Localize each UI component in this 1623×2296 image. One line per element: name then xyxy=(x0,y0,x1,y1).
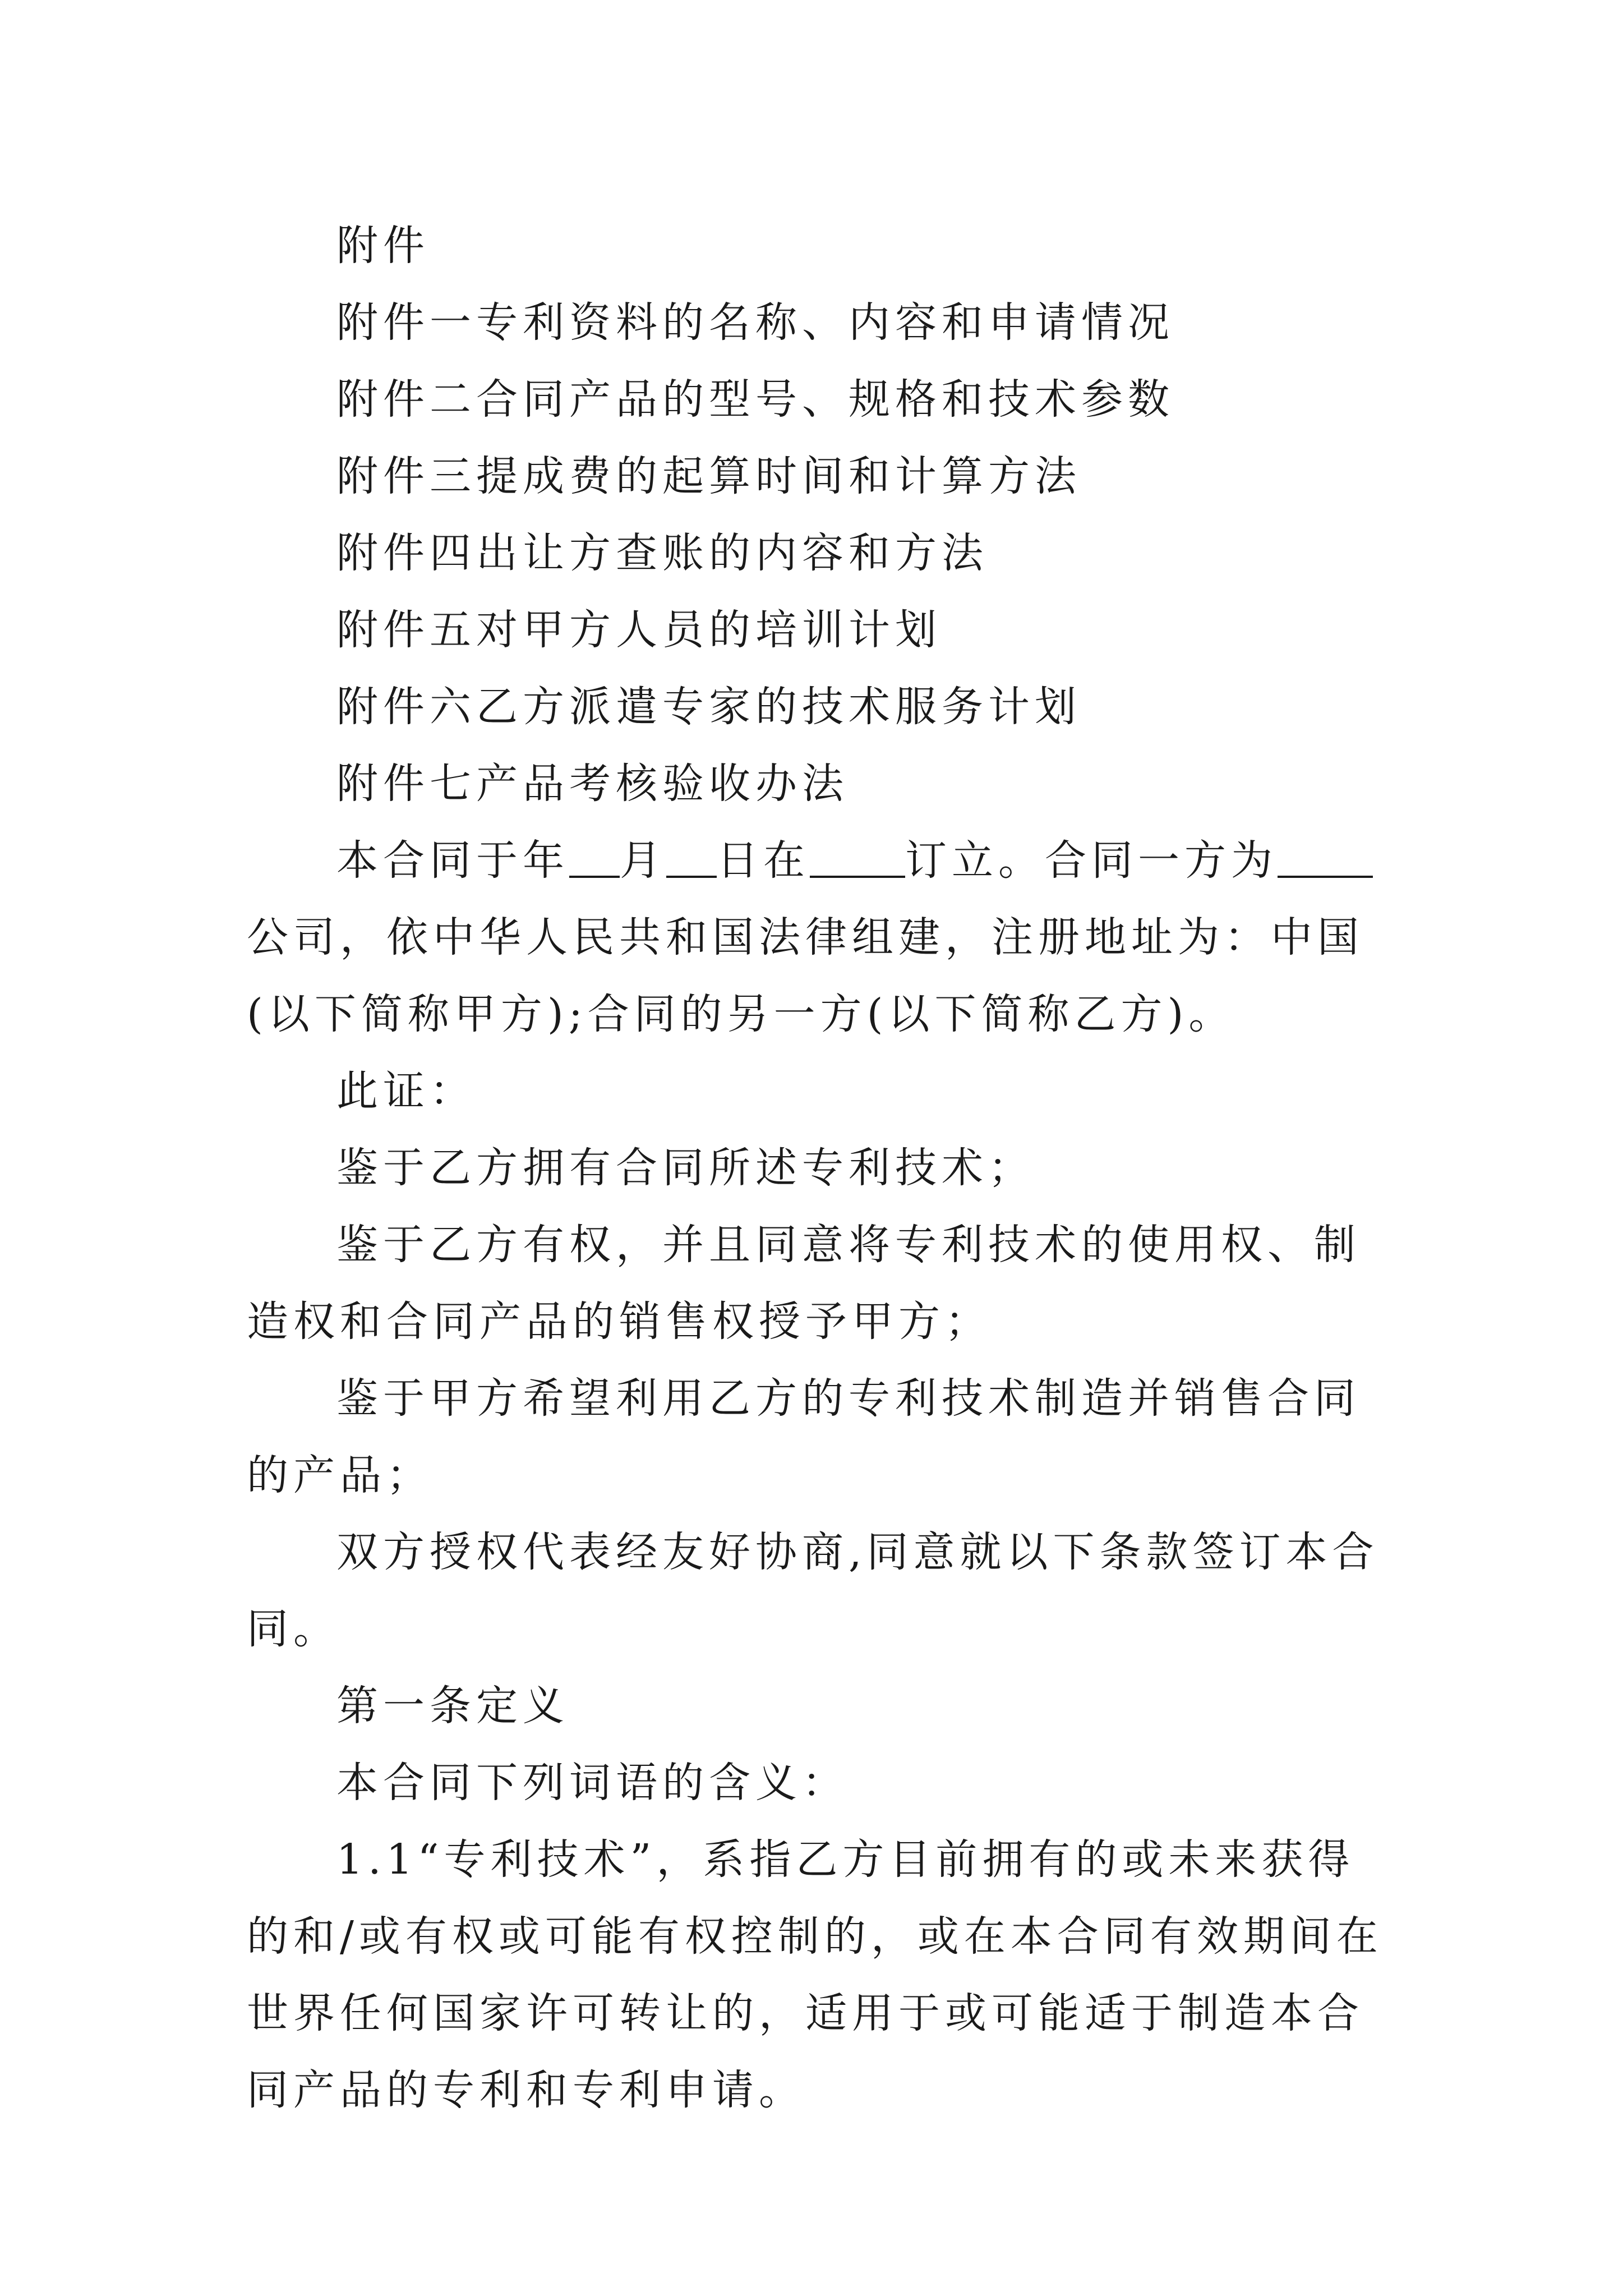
article-1-title: 第一条定义 xyxy=(336,1682,569,1730)
attachment-item-6: 附件六乙方派遣专家的技术服务计划 xyxy=(336,683,1081,731)
article-1-intro: 本合同下列词语的含义： xyxy=(336,1759,849,1807)
attachment-item-7: 附件七产品考核验收办法 xyxy=(336,760,849,808)
day-blank xyxy=(666,834,717,878)
attachment-item-2: 附件二合同产品的型号、规格和技术参数 xyxy=(336,375,1174,424)
document-body xyxy=(247,208,1396,2129)
intro-text-5: 公司，依中华人民共和国法律组建，注册地址为：中国(以下简称甲方);合同的另一方(以下简称乙方)。 xyxy=(247,913,1364,1038)
intro-text-3: 日在 xyxy=(717,836,810,885)
intro-text-1: 本合同于年 xyxy=(336,836,569,885)
attachments-heading: 附件 xyxy=(336,222,430,270)
witness-line: 此证： xyxy=(336,1067,476,1115)
intro-text-4: 订立。合同一方为 xyxy=(905,836,1278,885)
intro-paragraph xyxy=(247,822,1396,1053)
attachment-item-5: 附件五对甲方人员的培训计划 xyxy=(336,606,942,654)
whereas-clause-3: 鉴于甲方希望利用乙方的专利技术制造并销售合同的产品； xyxy=(247,1374,1361,1499)
agreement-statement: 双方授权代表经友好协商,同意就以下条款签订本合同。 xyxy=(247,1528,1379,1653)
whereas-clause-2: 鉴于乙方有权，并且同意将专利技术的使用权、制造权和合同产品的销售权授予甲方； xyxy=(247,1221,1361,1346)
attachment-item-3: 附件三提成费的起算时间和计算方法 xyxy=(336,452,1081,500)
attachment-item-4: 附件四出让方查账的内容和方法 xyxy=(336,529,988,577)
place-blank xyxy=(810,834,905,878)
clause-1-1: 1.1“专利技术”，系指乙方目前拥有的或未来获得的和/或有权或可能有权控制的，或在本合同有效期间在世界任何国家许可转让的，适用于或可能适于制造本合同产品的专利和专利申请。 xyxy=(247,1835,1383,2114)
intro-text-2: 月 xyxy=(620,836,666,885)
company-blank xyxy=(1278,834,1373,878)
month-blank xyxy=(569,834,620,878)
attachment-item-1: 附件一专利资料的名称、内容和申请情况 xyxy=(336,298,1174,347)
whereas-clause-1: 鉴于乙方拥有合同所述专利技术； xyxy=(336,1144,1035,1192)
